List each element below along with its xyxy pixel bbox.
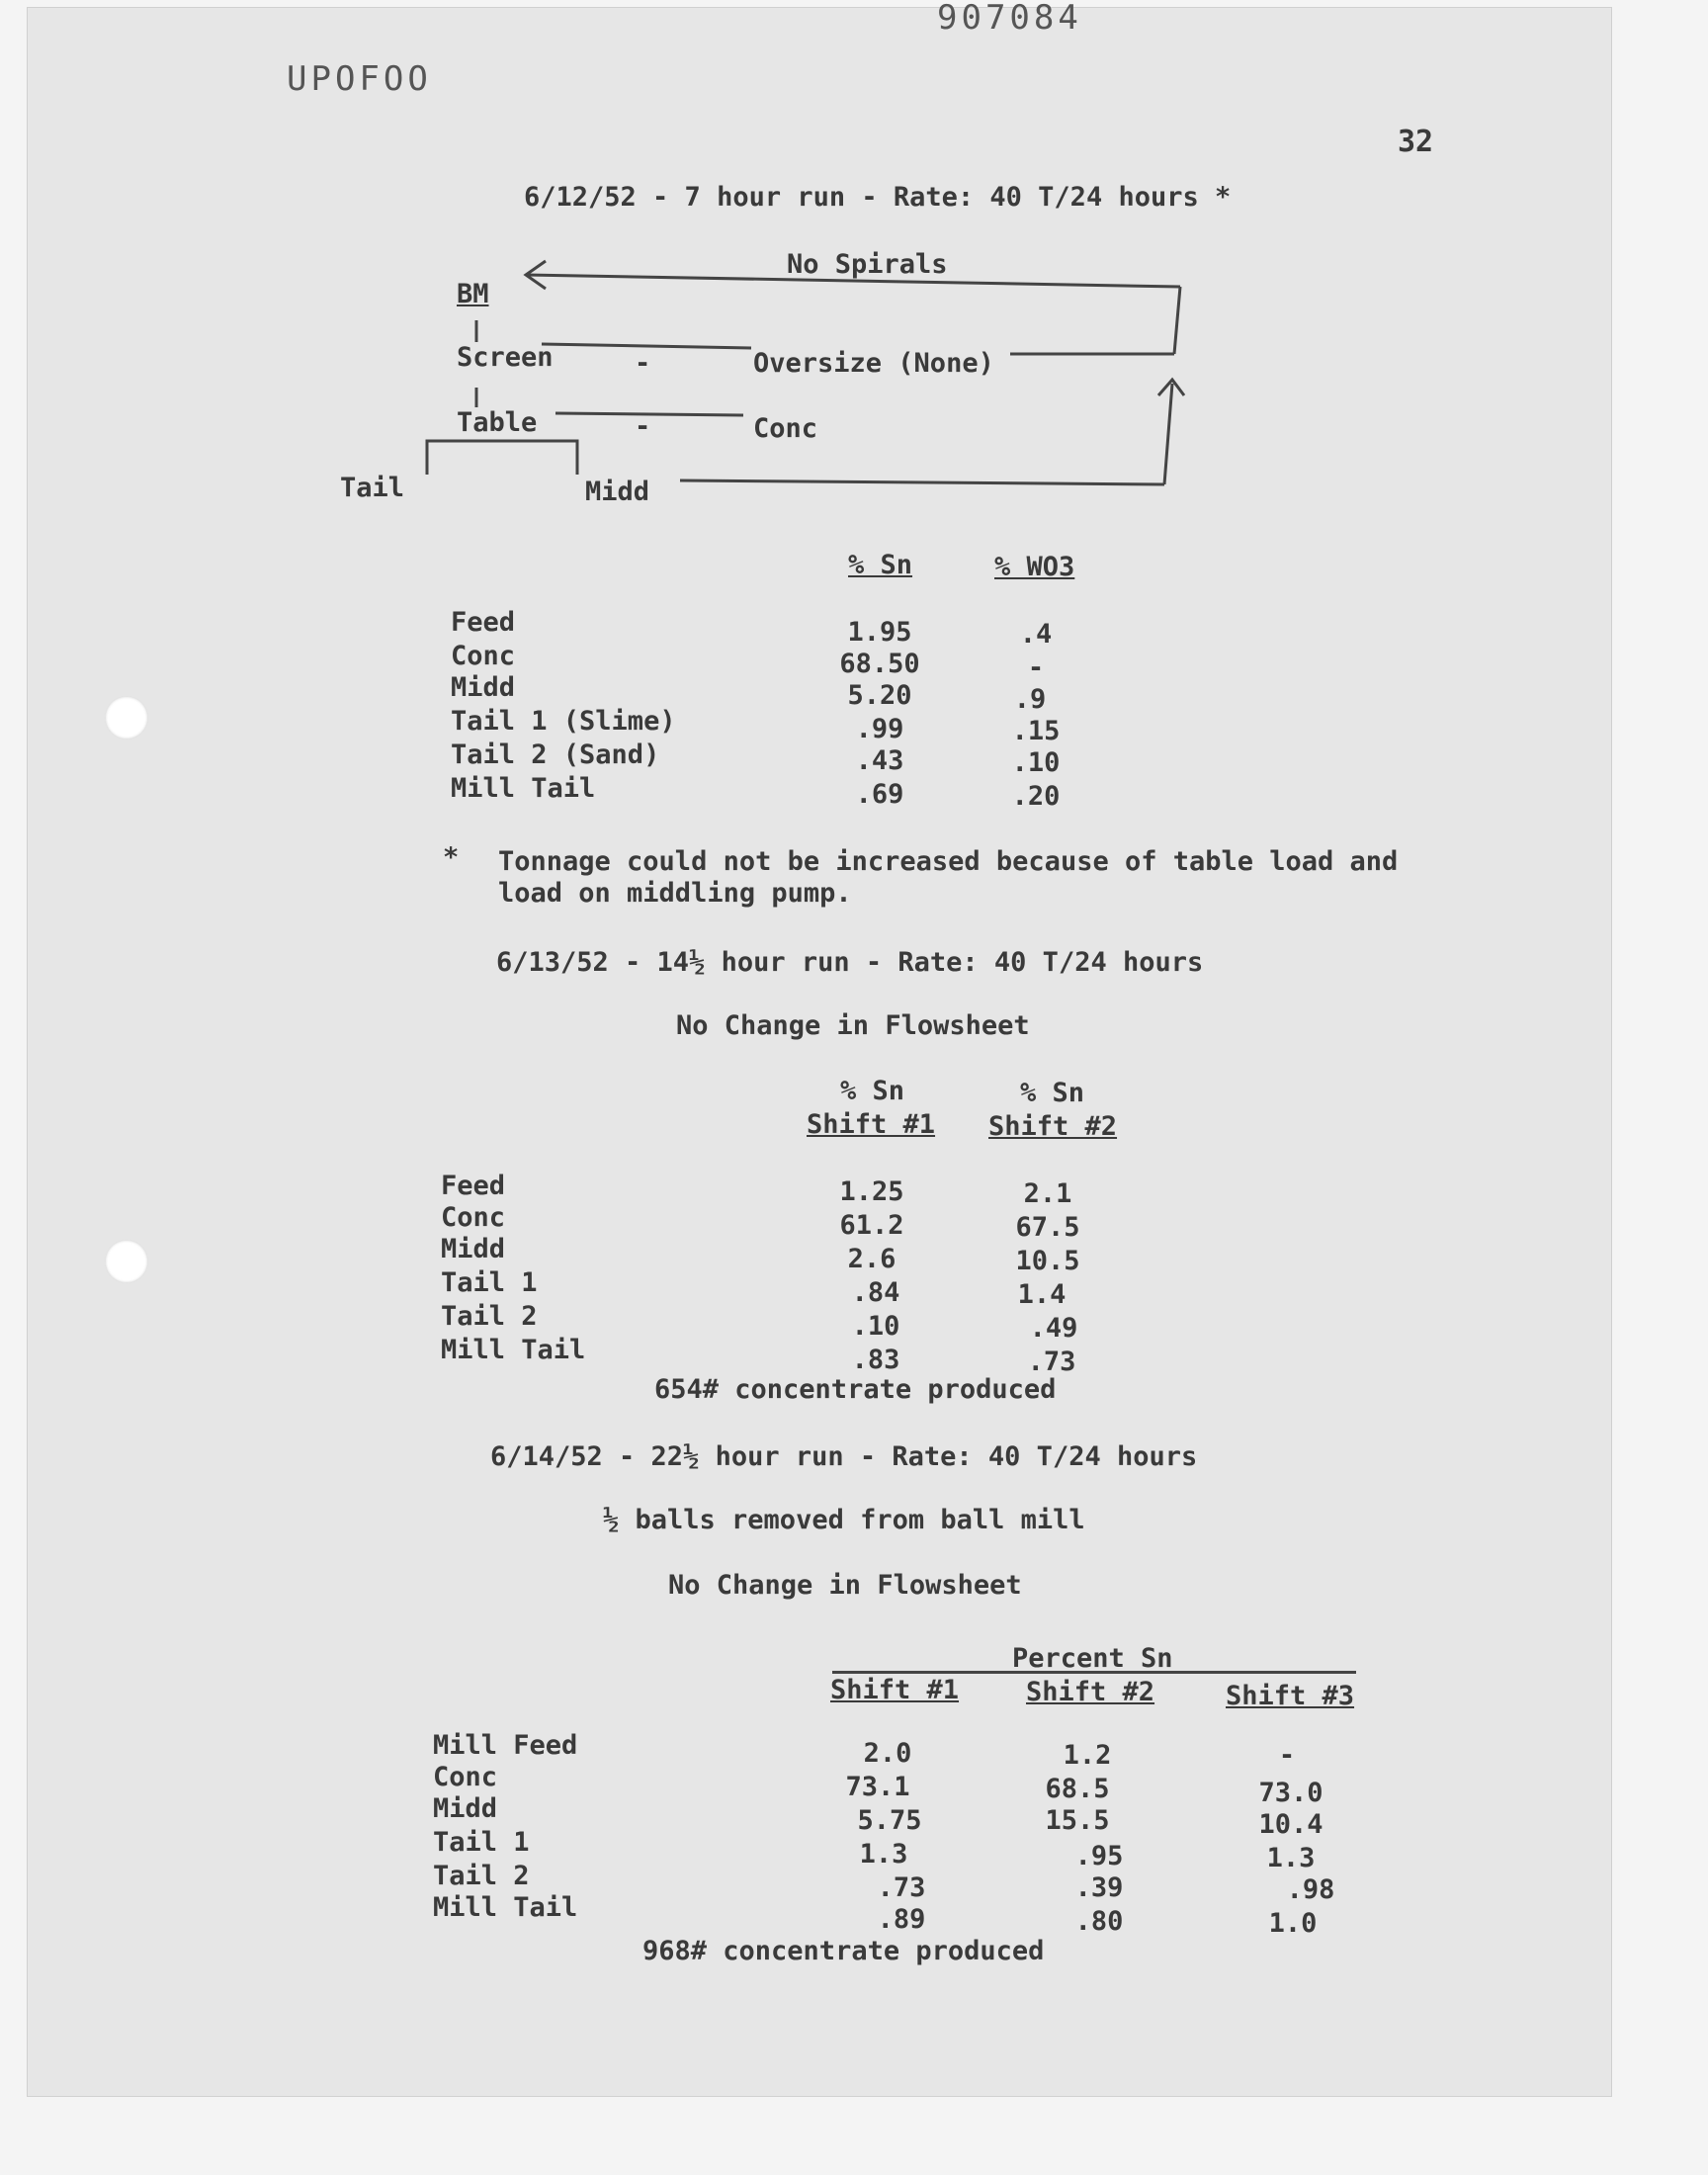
run1-sn-value: 68.50 bbox=[839, 649, 920, 679]
run3-shift1-value: 73.1 bbox=[845, 1772, 910, 1802]
footnote-line-2: load on middling pump. bbox=[498, 878, 852, 909]
run1-row-label: Midd bbox=[451, 672, 516, 703]
run2-shift2-value: .73 bbox=[1027, 1347, 1076, 1377]
run1-col-sn: % Sn bbox=[848, 550, 913, 580]
run3-shift2-value: .80 bbox=[1074, 1906, 1124, 1937]
run1-wo3-value: .4 bbox=[1019, 619, 1053, 650]
run3-line2: ½ balls removed from ball mill bbox=[603, 1505, 1085, 1535]
flow-dash-1: - bbox=[635, 348, 651, 379]
run2-shift2-value: 67.5 bbox=[1015, 1212, 1080, 1243]
run2-shift1-value: 61.2 bbox=[839, 1210, 904, 1241]
run3-shift2-value: 1.2 bbox=[1063, 1740, 1112, 1771]
run3-shift1-value: 5.75 bbox=[857, 1805, 922, 1836]
run2-shift2-value: 2.1 bbox=[1023, 1178, 1072, 1209]
run1-row-label: Tail 2 (Sand) bbox=[451, 740, 660, 770]
run2-shift2-value: 10.5 bbox=[1015, 1246, 1080, 1276]
run1-row-label: Tail 1 (Slime) bbox=[451, 706, 676, 737]
flow-midd: Midd bbox=[585, 477, 650, 507]
footnote-line-1: Tonnage could not be increased because of table load and bbox=[498, 846, 1399, 877]
run3-row-label: Mill Feed bbox=[433, 1730, 578, 1761]
run1-row-label: Mill Tail bbox=[451, 773, 596, 804]
run2-col1-bottom: Shift #1 bbox=[807, 1109, 936, 1140]
run2-row-label: Tail 2 bbox=[441, 1301, 538, 1332]
run1-col-wo3: % WO3 bbox=[994, 552, 1075, 582]
run3-row-label: Mill Tail bbox=[433, 1892, 578, 1923]
run3-heading: 6/14/52 - 22½ hour run - Rate: 40 T/24 hours bbox=[490, 1441, 1198, 1472]
run3-shift1-value: .89 bbox=[877, 1904, 926, 1935]
run3-note: 968# concentrate produced bbox=[642, 1936, 1045, 1966]
run3-shift3-value: - bbox=[1278, 1740, 1296, 1771]
run2-row-label: Mill Tail bbox=[441, 1335, 586, 1365]
run3-col-shift2: Shift #2 bbox=[1026, 1677, 1155, 1707]
run2-row-label: Tail 1 bbox=[441, 1267, 538, 1298]
run2-shift1-value: 2.6 bbox=[847, 1244, 897, 1274]
run1-wo3-value: .20 bbox=[1011, 781, 1061, 812]
run2-shift1-value: 1.25 bbox=[839, 1176, 904, 1207]
run3-subheading: No Change in Flowsheet bbox=[668, 1570, 1022, 1601]
run1-sn-value: .43 bbox=[855, 745, 904, 776]
run2-note: 654# concentrate produced bbox=[654, 1374, 1057, 1405]
run2-col2-top: % Sn bbox=[1020, 1078, 1085, 1108]
flow-oversize: Oversize (None) bbox=[753, 348, 994, 379]
run3-shift3-value: 1.3 bbox=[1266, 1843, 1316, 1873]
run1-row-label: Conc bbox=[451, 641, 516, 671]
run1-wo3-value: - bbox=[1027, 652, 1045, 683]
run2-row-label: Midd bbox=[441, 1234, 506, 1264]
run2-col1-top: % Sn bbox=[840, 1076, 905, 1106]
run3-shift1-value: 1.3 bbox=[859, 1839, 908, 1870]
run3-shift2-value: 68.5 bbox=[1045, 1774, 1110, 1804]
run3-col-shift1: Shift #1 bbox=[830, 1675, 960, 1705]
run1-sn-value: .99 bbox=[855, 714, 904, 744]
run3-shift3-value: 1.0 bbox=[1268, 1908, 1318, 1939]
run3-row-label: Tail 1 bbox=[433, 1827, 530, 1858]
run1-heading: 6/12/52 - 7 hour run - Rate: 40 T/24 hours * bbox=[524, 182, 1232, 213]
run2-heading: 6/13/52 - 14½ hour run - Rate: 40 T/24 hours bbox=[496, 947, 1204, 978]
run3-group-rule bbox=[832, 1671, 1356, 1674]
run3-col-shift3: Shift #3 bbox=[1226, 1681, 1355, 1711]
run2-row-label: Feed bbox=[441, 1171, 506, 1201]
run3-shift3-value: .98 bbox=[1286, 1874, 1335, 1905]
run3-shift2-value: 15.5 bbox=[1045, 1805, 1110, 1836]
run3-shift3-value: 73.0 bbox=[1258, 1778, 1324, 1808]
run3-group-header: Percent Sn bbox=[1012, 1643, 1173, 1674]
run3-shift1-value: 2.0 bbox=[863, 1738, 912, 1769]
run1-wo3-value: .9 bbox=[1013, 684, 1047, 715]
run1-wo3-value: .10 bbox=[1011, 747, 1061, 778]
run2-shift1-value: .83 bbox=[851, 1345, 900, 1375]
run2-row-label: Conc bbox=[441, 1202, 506, 1233]
page-number: 32 bbox=[1398, 125, 1434, 159]
run3-shift1-value: .73 bbox=[877, 1872, 926, 1903]
run1-wo3-value: .15 bbox=[1011, 716, 1061, 746]
run2-shift1-value: .84 bbox=[851, 1277, 900, 1308]
run3-row-label: Tail 2 bbox=[433, 1861, 530, 1891]
flow-tail: Tail bbox=[340, 473, 405, 503]
stamp-left-number: UPOFOO bbox=[287, 59, 432, 99]
run2-shift1-value: .10 bbox=[851, 1311, 900, 1342]
run3-shift2-value: .95 bbox=[1074, 1841, 1124, 1871]
run3-shift2-value: .39 bbox=[1074, 1872, 1124, 1903]
run2-shift2-value: 1.4 bbox=[1017, 1279, 1067, 1310]
flow-dash-2: - bbox=[635, 411, 651, 442]
flow-no-spirals: No Spirals bbox=[787, 249, 948, 280]
stamp-top-number: 907084 bbox=[937, 0, 1082, 38]
run3-shift3-value: 10.4 bbox=[1258, 1809, 1324, 1840]
run2-col2-bottom: Shift #2 bbox=[988, 1111, 1118, 1142]
run1-sn-value: 5.20 bbox=[847, 680, 912, 711]
run1-sn-value: 1.95 bbox=[847, 617, 912, 648]
run2-shift2-value: .49 bbox=[1029, 1313, 1078, 1344]
run1-sn-value: .69 bbox=[855, 779, 904, 810]
flow-screen: Screen bbox=[457, 342, 554, 373]
run3-row-label: Midd bbox=[433, 1793, 498, 1824]
flow-table: Table bbox=[457, 407, 538, 438]
run3-row-label: Conc bbox=[433, 1762, 498, 1792]
flow-conc: Conc bbox=[753, 413, 818, 444]
flow-bm: BM bbox=[457, 279, 489, 309]
run1-row-label: Feed bbox=[451, 607, 516, 638]
run2-subheading: No Change in Flowsheet bbox=[676, 1010, 1030, 1041]
footnote-star: * bbox=[443, 842, 460, 873]
